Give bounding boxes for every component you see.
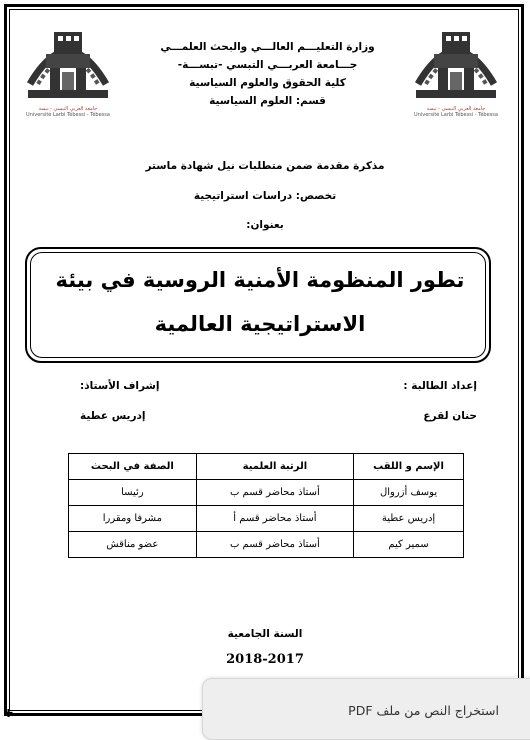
header-role: الصفة في البحث <box>69 454 197 480</box>
jury-table <box>68 453 464 558</box>
jury-member-rank: أستاذ محاضر قسم ب <box>196 480 353 506</box>
table-header-row <box>69 454 464 480</box>
corner-plus-icon: ✚ <box>4 707 14 720</box>
thesis-title-line-1: تطور المنظومة الأمنية الروسية في بيئة <box>55 268 465 292</box>
department-line: قسم: العلوم السياسية <box>209 95 326 107</box>
university-emblem-icon <box>408 24 504 106</box>
ministry-line: وزارة التعليـــم العالـــي والبحث العلمـــي <box>160 41 375 53</box>
table-row <box>69 506 464 532</box>
university-line: جـــامعة العربـــي التبسي -تبســـة- <box>177 59 358 71</box>
jury-member-name: سمير كيم <box>354 532 464 558</box>
student-name: حنان لقرع <box>423 410 477 422</box>
logo-caption-french: Université Larbi Tébessi - Tébessa <box>26 112 110 118</box>
academic-year-label: السنة الجامعية <box>227 628 303 640</box>
jury-member-role: رئيسا <box>69 480 197 506</box>
supervisor-label: إشراف الأستاذ: <box>80 380 160 392</box>
jury-member-rank: أستاذ محاضر قسم ب <box>196 532 353 558</box>
university-logo-left <box>20 24 116 124</box>
institution-header <box>125 38 410 110</box>
faculty-line: كلية الحقوق والعلوم السياسية <box>189 77 346 89</box>
logo-caption-arabic: جامعة العربي التبسي - تبسة <box>38 106 98 112</box>
jury-member-rank: أستاذ محاضر قسم أ <box>196 506 353 532</box>
header-name: الإسم و اللقب <box>354 454 464 480</box>
table-row <box>69 480 464 506</box>
header-rank: الرتبة العلمية <box>196 454 353 480</box>
memo-specialty: تخصص: دراسات استراتيجية <box>193 190 337 202</box>
logo-caption-arabic: جامعة العربي التبسي - تبسة <box>426 106 486 112</box>
jury-member-name: إدريس عطية <box>354 506 464 532</box>
supervisor-name: إدريس عطية <box>80 410 146 422</box>
memo-title-label: بعنوان: <box>246 219 284 231</box>
memo-purpose: مذكرة مقدمة ضمن متطلبات نيل شهادة ماستر <box>145 160 385 172</box>
extract-text-toast[interactable] <box>202 678 530 740</box>
academic-year-value: 2018-2017 <box>226 652 304 667</box>
jury-member-role: عضو مناقش <box>69 532 197 558</box>
table-row <box>69 532 464 558</box>
jury-member-name: يوسف أزروال <box>354 480 464 506</box>
toast-message: استخراج النص من ملف PDF <box>348 703 499 718</box>
logo-caption-french: Université Larbi Tébessi - Tébessa <box>414 112 498 118</box>
jury-member-role: مشرفا ومقررا <box>69 506 197 532</box>
thesis-title-line-2: الاستراتيجية العالمية <box>154 312 366 336</box>
prepared-by-label: إعداد الطالبة : <box>403 380 477 392</box>
university-emblem-icon <box>20 24 116 106</box>
university-logo-right <box>408 24 504 124</box>
